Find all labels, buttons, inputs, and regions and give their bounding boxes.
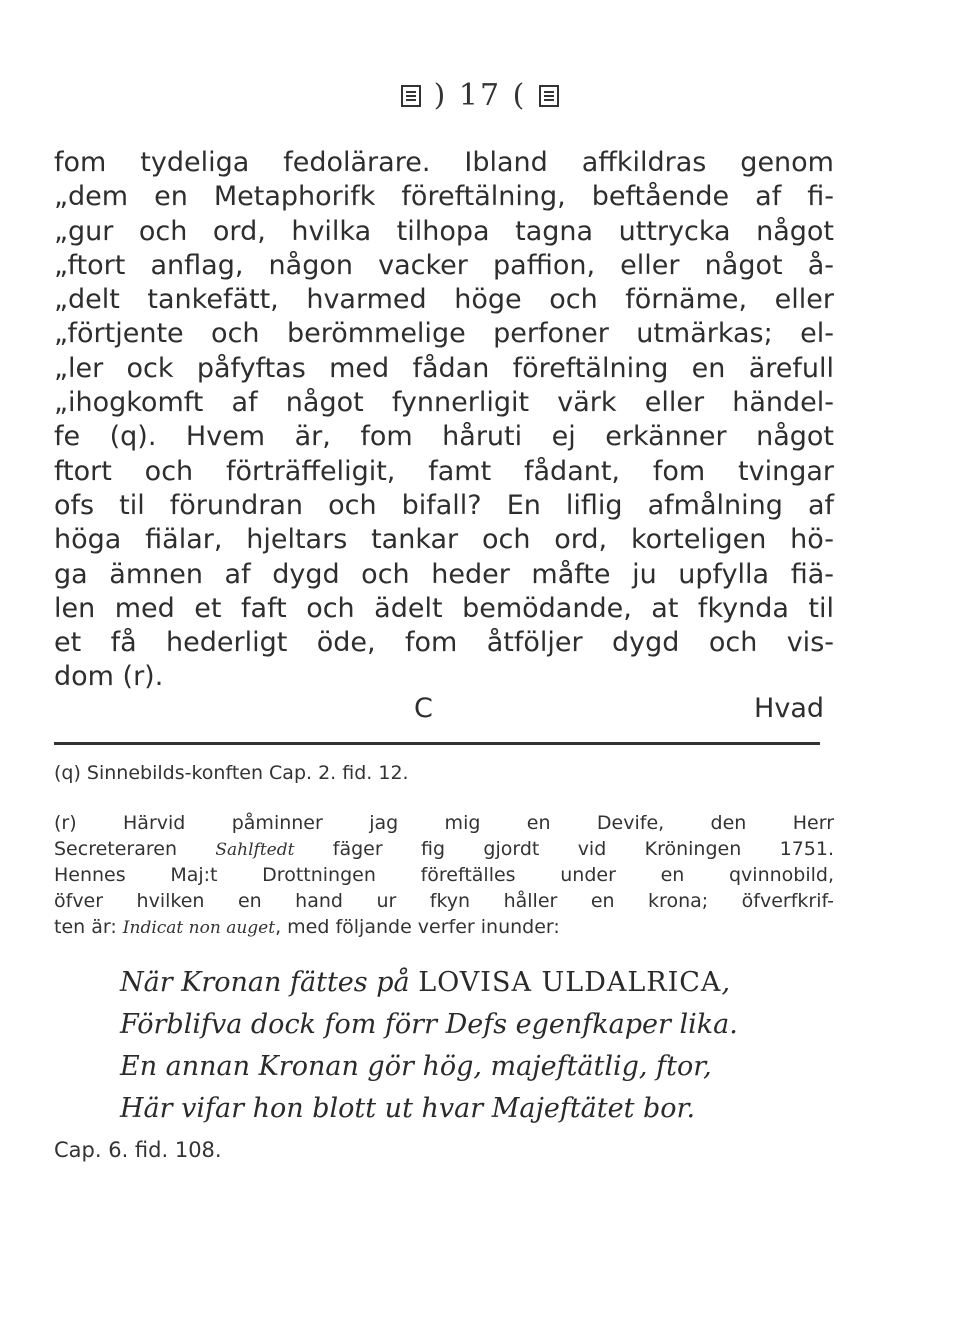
verse-text: Förblifva dock fom förr Defs egenfkaper lika.: [120, 1009, 738, 1040]
text-line: „dem en Metaphorifk föreftälning, beftående af fi-: [54, 181, 834, 213]
text-line: len med et faft och ädelt bemödande, at fkynda til: [54, 592, 834, 624]
verse-name-caps: LOVISA ULDALRICA: [418, 967, 722, 998]
footnote-text: Hennes Maj:t Drottningen föreftälles under en qvinnobild,: [54, 864, 834, 886]
page-header: [0, 78, 960, 113]
verse-line: [54, 1046, 834, 1088]
footnote-italic-name: Sahlftedt: [215, 840, 295, 860]
footnote-r-line: [54, 914, 834, 940]
page-number: ) 17 (: [433, 78, 527, 113]
footnote-italic-motto: Indicat non auget: [122, 918, 276, 938]
signature-mark: C: [414, 693, 433, 724]
citation: Cap. 6. fid. 108.: [54, 1138, 222, 1162]
text-line: ga ämnen af dygd och heder måfte ju upfylla fiä-: [54, 558, 834, 590]
footnote-text: fäger fig gjordt vid Kröningen 1751.: [294, 838, 834, 860]
footnote-text: (r) Härvid påminner jag mig en Devife, den Herr: [54, 812, 834, 834]
footnote-r-line: [54, 862, 834, 888]
footnote-text: öfver hvilken en hand ur fkyn håller en krona; öfverfkrif-: [54, 890, 834, 912]
footnote-r-line: [54, 888, 834, 914]
footnote-divider: [54, 742, 820, 745]
text-line: et få hederligt öde, fom åtföljer dygd och vis-: [54, 627, 834, 659]
catchline: [54, 693, 824, 725]
verse-line: [54, 962, 834, 1004]
footnotes: [54, 760, 834, 1170]
verse-line: [54, 1088, 834, 1130]
text-line: höga fiälar, hjeltars tankar och ord, korteligen hö-: [54, 524, 834, 556]
body-text: [54, 146, 834, 695]
footnote-text: Secreteraren: [54, 838, 216, 860]
text-line: „förtjente och berömmelige perfoner utmärkas; el-: [54, 318, 834, 350]
text-line: „ihogkomft af något fynnerligit värk eller händel-: [54, 387, 834, 419]
verse-punct: ,: [721, 967, 731, 998]
verse-text: Här vifar hon blott ut hvar Majeftätet bor.: [120, 1093, 696, 1124]
text-line: ftort och förträffeligit, famt fådant, fom tvingar: [54, 455, 834, 487]
text-line: fe (q). Hvem är, fom håruti ej erkänner något: [54, 421, 834, 453]
footnote-r-line: [54, 810, 834, 836]
text-line: „ftort anflag, någon vacker paffion, eller något å-: [54, 249, 834, 281]
footnote-text: ten är:: [54, 916, 123, 938]
catchword: Hvad: [754, 693, 824, 724]
footnote-q: (q) Sinnebilds-konften Cap. 2. fid. 12.: [54, 762, 409, 784]
text-line: dom (r).: [54, 661, 164, 693]
text-line: „ler ock påfyftas med fådan föreftälning en ärefull: [54, 352, 834, 384]
ornament-left-icon: [400, 81, 422, 105]
verse-text: När Kronan fättes på: [120, 967, 419, 998]
text-line: „delt tankefätt, hvarmed höge och förnäme, eller: [54, 284, 834, 316]
ornament-right-icon: [538, 81, 560, 105]
text-line: fom tydeliga fedolärare. Ibland affkildras genom: [54, 147, 834, 178]
verse-text: En annan Kronan gör hög, majeftätlig, ftor,: [120, 1051, 712, 1082]
footnote-r-line: [54, 836, 834, 862]
footnote-text: , med följande verfer inunder:: [275, 916, 560, 938]
text-line: „gur och ord, hvilka tilhopa tagna uttrycka något: [54, 215, 834, 247]
text-line: ofs til förundran och bifall? En liflig afmålning af: [54, 489, 834, 521]
verse-line: [54, 1004, 834, 1046]
